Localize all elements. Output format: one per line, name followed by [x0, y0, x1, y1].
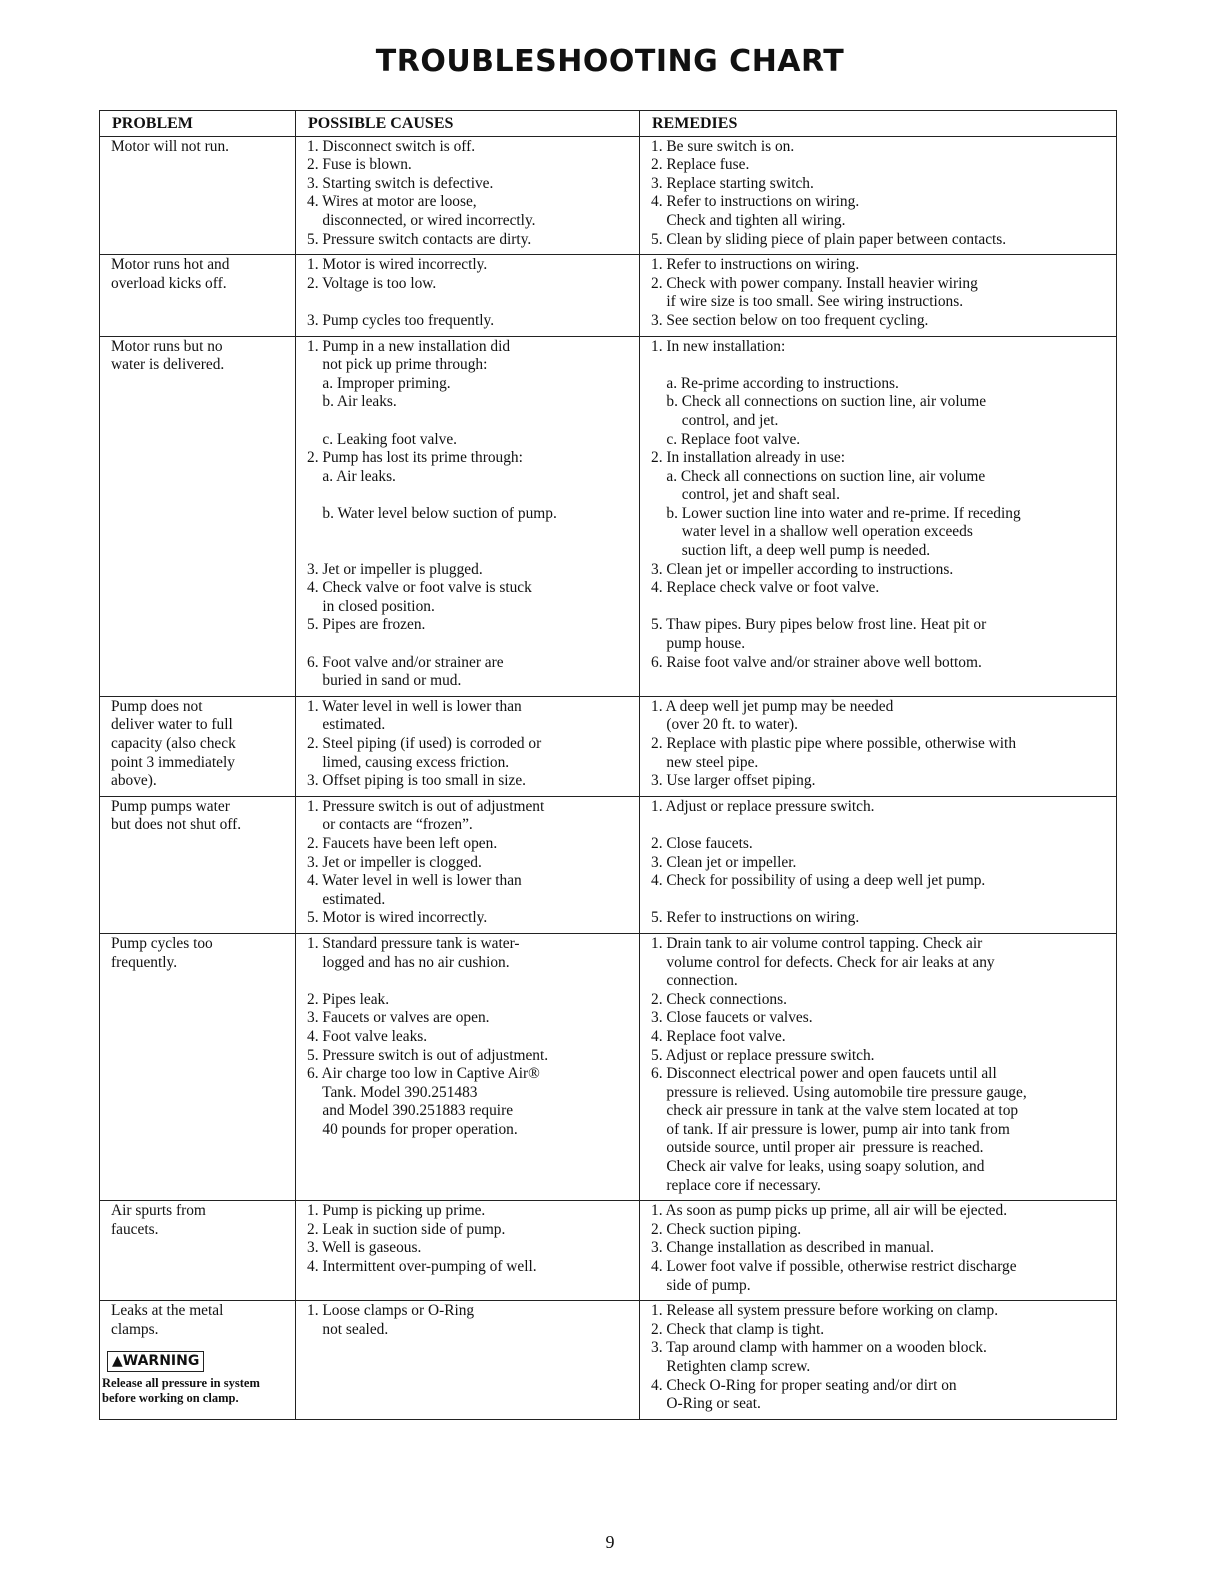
- causes-line: 4. Intermittent over-pumping of well.: [307, 1258, 537, 1276]
- warning-text-line: Release all pressure in system: [102, 1376, 260, 1391]
- causes-line: 2. Voltage is too low.: [307, 274, 437, 292]
- page-title: TROUBLESHOOTING CHART: [375, 44, 845, 79]
- warning-triangle-icon: ▲: [112, 1353, 123, 1370]
- remedies-line: 2. In installation already in use:: [651, 449, 846, 467]
- header-problem: PROBLEM: [100, 111, 296, 137]
- problem-line: frequently.: [111, 953, 178, 971]
- remedies-line: 5. Thaw pipes. Bury pipes below frost line. Heat pit or: [651, 616, 987, 634]
- causes-line: 2. Steel piping (if used) is corroded or: [307, 735, 542, 752]
- problem-cell: [100, 1201, 296, 1301]
- remedies-line: [651, 816, 1110, 835]
- causes-line: 2. Leak in suction side of pump.: [307, 1220, 506, 1238]
- remedies-cell: [640, 696, 1117, 796]
- remedies-line: 5. Clean by sliding piece of plain paper between contacts.: [651, 230, 1007, 248]
- causes-line: c. Leaking foot valve.: [307, 430, 458, 448]
- remedies-line: 1. A deep well jet pump may be needed: [651, 697, 894, 715]
- causes-cell: [296, 933, 640, 1200]
- remedies-line: 2. Replace fuse.: [651, 156, 750, 174]
- causes-line: 1. Water level in well is lower than: [307, 697, 522, 715]
- causes-line: 4. Water level in well is lower than: [307, 872, 522, 890]
- table-row: [100, 255, 1117, 336]
- causes-line: not sealed.: [307, 1320, 389, 1338]
- warning-text: [102, 1376, 289, 1406]
- causes-line: a. Air leaks.: [307, 467, 396, 485]
- remedies-line: 2. Close faucets.: [651, 834, 753, 852]
- table-row: [100, 1301, 1117, 1420]
- remedies-line: [651, 598, 1110, 617]
- causes-cell: [296, 336, 640, 696]
- problem-line: water is delivered.: [111, 356, 225, 374]
- causes-cell: [296, 1301, 640, 1420]
- remedies-cell: [640, 796, 1117, 933]
- remedies-line: 1. Be sure switch is on.: [651, 137, 795, 155]
- remedies-line: 1. As soon as pump picks up prime, all air will be ejected.: [651, 1202, 1008, 1220]
- remedies-line: 3. Replace starting switch.: [651, 174, 814, 192]
- causes-cell: [296, 1201, 640, 1301]
- remedies-cell: [640, 255, 1117, 336]
- remedies-line: 5. Adjust or replace pressure switch.: [651, 1046, 875, 1064]
- remedies-line: 2. Check with power company. Install heavier wiring: [651, 274, 978, 292]
- causes-line: a. Improper priming.: [307, 374, 451, 392]
- problem-cell: [100, 796, 296, 933]
- causes-line: 5. Pressure switch is out of adjustment.: [307, 1046, 549, 1064]
- remedies-line: 4. Check for possibility of using a deep well jet pump.: [651, 872, 986, 890]
- causes-line: 4. Check valve or foot valve is stuck: [307, 579, 532, 597]
- causes-line: 3. Offset piping is too small in size.: [307, 772, 527, 790]
- table-body: [100, 136, 1117, 1419]
- remedies-line: 2. Replace with plastic pipe where possible, otherwise with: [651, 735, 1017, 752]
- causes-line: 4. Wires at motor are loose,: [307, 193, 477, 211]
- remedies-line: 1. Drain tank to air volume control tapping. Check air: [651, 934, 983, 952]
- remedies-line: replace core if necessary.: [651, 1176, 821, 1194]
- causes-line: 40 pounds for proper operation.: [307, 1120, 518, 1138]
- remedies-line: 3. Tap around clamp with hammer on a wooden block.: [651, 1339, 987, 1357]
- remedies-line: outside source, until proper air pressure is reached.: [651, 1139, 984, 1157]
- remedies-line: 3. Change installation as described in manual.: [651, 1239, 934, 1257]
- problem-line: Pump does not: [111, 697, 203, 715]
- causes-line: logged and has no air cushion.: [307, 953, 510, 971]
- remedies-line: 3. Use larger offset piping.: [651, 772, 816, 790]
- causes-line: 1. Motor is wired incorrectly.: [307, 256, 488, 274]
- causes-line: estimated.: [307, 890, 386, 908]
- remedies-line: suction lift, a deep well pump is needed.: [651, 542, 931, 560]
- remedies-cell: [640, 336, 1117, 696]
- remedies-line: 4. Lower foot valve if possible, otherwise restrict discharge: [651, 1258, 1017, 1276]
- causes-line: 1. Pump is picking up prime.: [307, 1202, 486, 1220]
- problem-cell: [100, 696, 296, 796]
- remedies-line: 5. Refer to instructions on wiring.: [651, 909, 860, 927]
- problem-line: point 3 immediately: [111, 753, 235, 771]
- remedies-cell: [640, 933, 1117, 1200]
- causes-cell: [296, 796, 640, 933]
- remedies-line: Check and tighten all wiring.: [651, 211, 846, 229]
- table-row: [100, 136, 1117, 255]
- table-row: [100, 336, 1117, 696]
- remedies-line: b. Lower suction line into water and re-prime. If receding: [651, 504, 1021, 522]
- causes-cell: [296, 255, 640, 336]
- remedies-cell: [640, 1201, 1117, 1301]
- causes-line: [307, 542, 633, 561]
- problem-line: Motor runs hot and: [111, 256, 230, 274]
- causes-line: 3. Starting switch is defective.: [307, 174, 494, 192]
- problem-cell: [100, 336, 296, 696]
- remedies-line: b. Check all connections on suction line, air volume: [651, 393, 987, 411]
- causes-line: [307, 486, 633, 505]
- remedies-line: 2. Check that clamp is tight.: [651, 1320, 825, 1338]
- causes-line: 5. Pipes are frozen.: [307, 616, 426, 634]
- causes-line: 2. Fuse is blown.: [307, 156, 412, 174]
- problem-line: Motor will not run.: [111, 137, 229, 155]
- remedies-line: 6. Raise foot valve and/or strainer above well bottom.: [651, 653, 982, 671]
- causes-line: 3. Jet or impeller is plugged.: [307, 560, 483, 578]
- remedies-line: [651, 356, 1110, 375]
- problem-line: capacity (also check: [111, 735, 236, 752]
- causes-cell: [296, 136, 640, 255]
- causes-line: 1. Pump in a new installation did: [307, 337, 511, 355]
- remedies-line: Check air valve for leaks, using soapy solution, and: [651, 1158, 985, 1176]
- header-remedies: REMEDIES: [640, 111, 1117, 137]
- causes-line: b. Air leaks.: [307, 393, 397, 411]
- remedies-line: 3. Clean jet or impeller.: [651, 853, 797, 871]
- problem-line: above).: [111, 772, 157, 790]
- remedies-line: if wire size is too small. See wiring instructions.: [651, 293, 964, 311]
- causes-line: or contacts are “frozen”.: [307, 816, 473, 834]
- remedies-line: 4. Replace check valve or foot valve.: [651, 579, 880, 597]
- causes-line: b. Water level below suction of pump.: [307, 504, 557, 522]
- causes-line: [307, 972, 633, 991]
- problem-line: deliver water to full: [111, 716, 233, 734]
- causes-line: [307, 412, 633, 431]
- causes-line: [307, 635, 633, 654]
- causes-line: 3. Jet or impeller is clogged.: [307, 853, 482, 871]
- problem-cell: [100, 136, 296, 255]
- remedies-line: Retighten clamp screw.: [651, 1358, 811, 1375]
- remedies-line: 2. Check suction piping.: [651, 1220, 802, 1238]
- causes-line: 2. Pipes leak.: [307, 990, 390, 1008]
- problem-cell: [100, 255, 296, 336]
- remedies-line: O-Ring or seat.: [651, 1395, 761, 1413]
- causes-line: [307, 293, 633, 312]
- causes-line: in closed position.: [307, 597, 435, 615]
- problem-line: but does not shut off.: [111, 816, 242, 834]
- causes-line: and Model 390.251883 require: [307, 1102, 514, 1120]
- warning-badge: [107, 1351, 204, 1372]
- remedies-line: 1. Adjust or replace pressure switch.: [651, 797, 875, 815]
- remedies-line: new steel pipe.: [651, 753, 759, 771]
- causes-line: 5. Pressure switch contacts are dirty.: [307, 230, 532, 248]
- remedies-line: side of pump.: [651, 1276, 751, 1294]
- causes-line: 3. Well is gaseous.: [307, 1239, 422, 1257]
- remedies-line: (over 20 ft. to water).: [651, 716, 799, 734]
- remedies-line: a. Check all connections on suction line, air volume: [651, 467, 986, 485]
- remedies-line: c. Replace foot valve.: [651, 430, 801, 448]
- header-possible-causes: POSSIBLE CAUSES: [296, 111, 640, 137]
- causes-line: 2. Faucets have been left open.: [307, 834, 498, 852]
- problem-line: Pump cycles too: [111, 934, 213, 952]
- warning-text-line: before working on clamp.: [102, 1391, 239, 1406]
- causes-cell: [296, 696, 640, 796]
- remedies-line: 4. Check O-Ring for proper seating and/or dirt on: [651, 1376, 957, 1394]
- remedies-line: control, and jet.: [651, 411, 779, 429]
- problem-cell: [100, 1301, 296, 1420]
- causes-line: 4. Foot valve leaks.: [307, 1027, 428, 1045]
- causes-line: 1. Standard pressure tank is water-: [307, 934, 520, 952]
- problem-line: Air spurts from: [111, 1202, 206, 1220]
- table-row: [100, 696, 1117, 796]
- remedies-line: a. Re-prime according to instructions.: [651, 374, 899, 392]
- remedies-cell: [640, 1301, 1117, 1420]
- table-header-row: [100, 111, 1117, 137]
- remedies-line: 4. Replace foot valve.: [651, 1027, 786, 1045]
- remedies-line: 1. In new installation:: [651, 337, 786, 355]
- causes-line: 6. Air charge too low in Captive Air®: [307, 1065, 540, 1083]
- page-number: 9: [605, 1532, 615, 1552]
- remedies-line: [651, 891, 1110, 910]
- causes-line: 3. Pump cycles too frequently.: [307, 311, 495, 329]
- causes-line: 6. Foot valve and/or strainer are: [307, 653, 504, 671]
- table-row: [100, 796, 1117, 933]
- problem-line: Pump pumps water: [111, 797, 230, 815]
- causes-line: estimated.: [307, 716, 386, 734]
- troubleshooting-table: [99, 110, 1117, 1420]
- remedies-line: 3. Clean jet or impeller according to instructions.: [651, 560, 954, 578]
- causes-line: 1. Disconnect switch is off.: [307, 137, 476, 155]
- problem-line: clamps.: [111, 1320, 159, 1338]
- remedies-line: of tank. If air pressure is lower, pump air into tank from: [651, 1120, 1010, 1138]
- remedies-line: 6. Disconnect electrical power and open faucets until all: [651, 1065, 997, 1083]
- causes-line: [307, 523, 633, 542]
- remedies-line: pressure is relieved. Using automobile tire pressure gauge,: [651, 1083, 1027, 1101]
- remedies-line: connection.: [651, 972, 738, 990]
- remedies-line: pump house.: [651, 635, 746, 653]
- problem-line: Motor runs but no: [111, 337, 223, 355]
- remedies-line: water level in a shallow well operation exceeds: [651, 523, 973, 541]
- remedies-line: 3. Close faucets or valves.: [651, 1009, 813, 1027]
- causes-line: 3. Faucets or valves are open.: [307, 1009, 490, 1027]
- remedies-cell: [640, 136, 1117, 255]
- remedies-line: control, jet and shaft seal.: [651, 486, 840, 504]
- causes-line: buried in sand or mud.: [307, 672, 462, 690]
- causes-line: Tank. Model 390.251483: [307, 1083, 478, 1101]
- warning-label: WARNING: [122, 1353, 200, 1370]
- remedies-line: 2. Check connections.: [651, 990, 787, 1008]
- causes-line: disconnected, or wired incorrectly.: [307, 211, 536, 229]
- causes-line: limed, causing excess friction.: [307, 753, 510, 771]
- causes-line: not pick up prime through:: [307, 356, 488, 374]
- problem-line: overload kicks off.: [111, 274, 227, 292]
- table-row: [100, 933, 1117, 1200]
- causes-line: 1. Pressure switch is out of adjustment: [307, 797, 545, 815]
- remedies-line: 1. Release all system pressure before working on clamp.: [651, 1302, 999, 1320]
- table-row: [100, 1201, 1117, 1301]
- causes-line: 5. Motor is wired incorrectly.: [307, 909, 488, 927]
- remedies-line: 1. Refer to instructions on wiring.: [651, 256, 860, 274]
- problem-line: faucets.: [111, 1220, 159, 1238]
- causes-line: 2. Pump has lost its prime through:: [307, 449, 523, 467]
- problem-line: Leaks at the metal: [111, 1302, 224, 1320]
- causes-line: 1. Loose clamps or O-Ring: [307, 1302, 475, 1320]
- remedies-line: volume control for defects. Check for air leaks at any: [651, 953, 995, 971]
- remedies-line: 4. Refer to instructions on wiring.: [651, 193, 860, 211]
- remedies-line: 3. See section below on too frequent cycling.: [651, 311, 929, 329]
- problem-cell: [100, 933, 296, 1200]
- remedies-line: [651, 672, 1110, 691]
- remedies-line: check air pressure in tank at the valve stem located at top: [651, 1102, 1019, 1120]
